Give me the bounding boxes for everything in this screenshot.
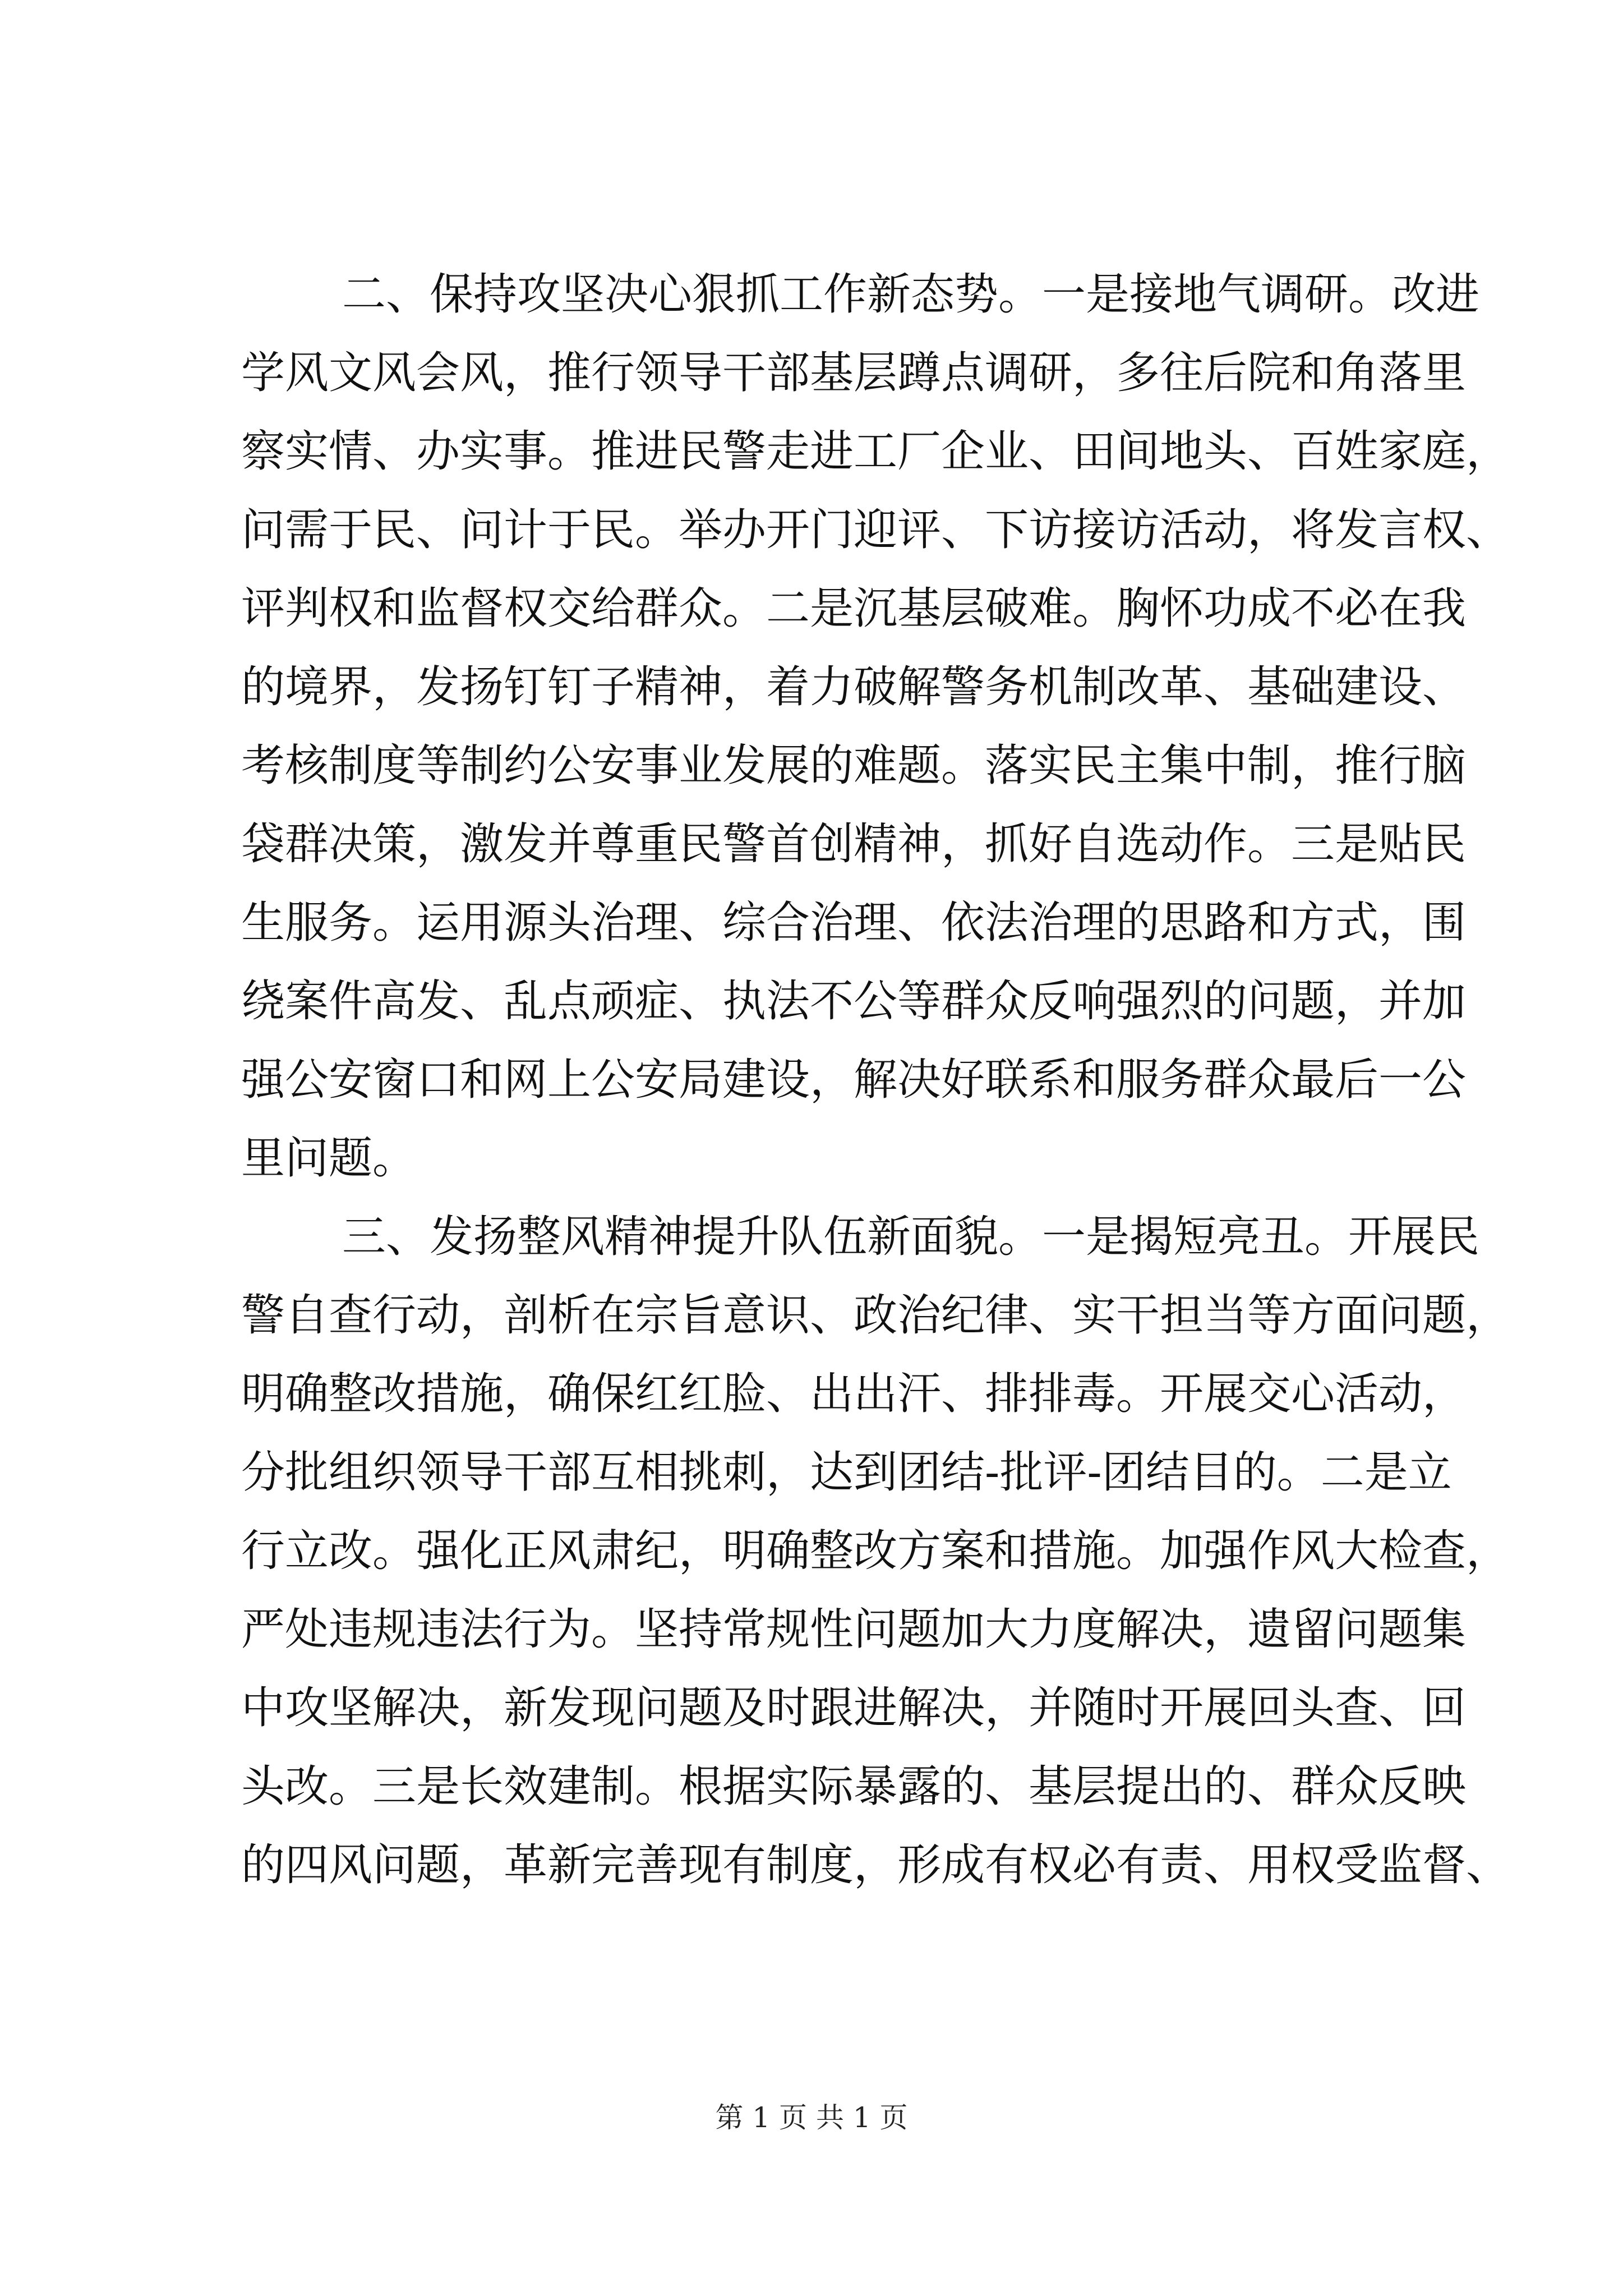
page-footer: 第 1 页 共 1 页 [715, 2101, 908, 2134]
paragraph-3-line-7: 中攻坚解决，新发现问题及时跟进解决，并随时开展回头查、回 [241, 1683, 1467, 1733]
paragraph-2-line-10: 绕案件高发、乱点顽症、执法不公等群众反响强烈的问题，并加 [241, 976, 1467, 1027]
paragraph-3-line-2: 警自查行动，剖析在宗旨意识、政治纪律、实干担当等方面问题， [241, 1290, 1510, 1341]
paragraph-3-line-6: 严处违规违法行为。坚持常规性问题加大力度解决，遗留问题集 [241, 1604, 1467, 1655]
paragraph-2-line-6: 的境界，发扬钉钉子精神，着力破解警务机制改革、基础建设、 [241, 662, 1467, 712]
paragraph-2-line-8: 袋群决策，激发并尊重民警首创精神，抓好自选动作。三是贴民 [241, 819, 1467, 869]
paragraph-2-line-3: 察实情、办实事。推进民警走进工厂企业、田间地头、百姓家庭， [241, 426, 1510, 477]
paragraph-2-line-5: 评判权和监督权交给群众。二是沉基层破难。胸怀功成不必在我 [241, 583, 1467, 634]
paragraph-2-line-12: 里问题。 [241, 1133, 417, 1184]
paragraph-3-line-9: 的四风问题，革新完善现有制度，形成有权必有责、用权受监督、 [241, 1840, 1510, 1890]
paragraph-2-line-4: 问需于民、问计于民。举办开门迎评、下访接访活动，将发言权、 [241, 505, 1510, 555]
paragraph-3-line-5: 行立改。强化正风肃纪，明确整改方案和措施。加强作风大检查， [241, 1526, 1510, 1576]
paragraph-2-line-2: 学风文风会风，推行领导干部基层蹲点调研，多往后院和角落里 [241, 348, 1467, 398]
paragraph-3-line-1: 三、发扬整风精神提升队伍新面貌。一是揭短亮丑。开展民 [342, 1212, 1480, 1262]
paragraph-3-line-4: 分批组织领导干部互相挑刺，达到团结-批评-团结目的。二是立 [241, 1447, 1452, 1498]
paragraph-3-line-8: 头改。三是长效建制。根据实际暴露的、基层提出的、群众反映 [241, 1761, 1467, 1812]
paragraph-2-line-7: 考核制度等制约公安事业发展的难题。落实民主集中制，推行脑 [241, 740, 1467, 791]
paragraph-2-line-11: 强公安窗口和网上公安局建设，解决好联系和服务群众最后一公 [241, 1055, 1467, 1105]
paragraph-2-line-9: 生服务。运用源头治理、综合治理、依法治理的思路和方式，围 [241, 898, 1467, 948]
paragraph-2-line-1: 二、保持攻坚决心狠抓工作新态势。一是接地气调研。改进 [342, 269, 1480, 320]
paragraph-3-line-3: 明确整改措施，确保红红脸、出出汗、排排毒。开展交心活动， [241, 1369, 1467, 1419]
